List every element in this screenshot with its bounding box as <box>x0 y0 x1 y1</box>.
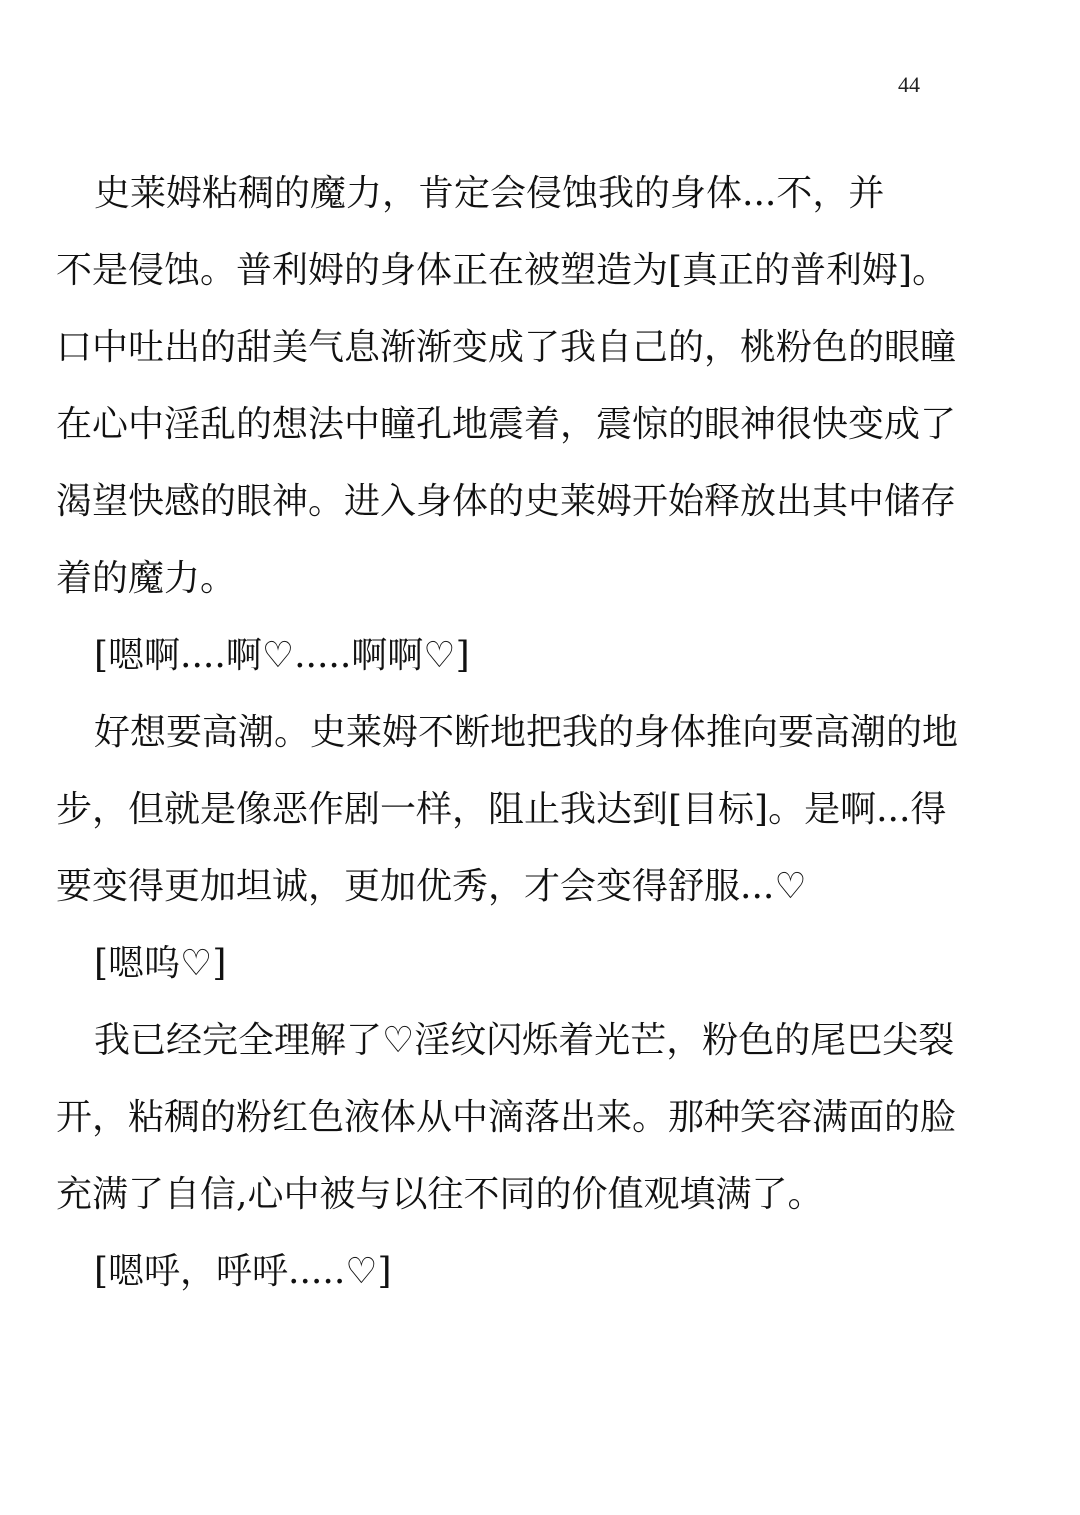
dialogue-line: [嗯呼，呼呼.....♡] <box>94 1251 392 1292</box>
text-line: 不是侵蚀。普利姆的身体正在被塑造为[真正的普利姆]。 <box>56 250 949 291</box>
text-line: 渴望快感的眼神。进入身体的史莱姆开始释放出其中储存 <box>56 481 957 522</box>
text-line: 步，但就是像恶作剧一样，阻止我达到[目标]。是啊...得 <box>56 789 947 830</box>
text-line: 开，粘稠的粉红色液体从中滴落出来。那种笑容满面的脸 <box>56 1097 957 1138</box>
text-line: 好想要高潮。史莱姆不断地把我的身体推向要高潮的地 <box>94 712 959 753</box>
text-body <box>56 155 1028 1310</box>
dialogue-line: [嗯啊....啊♡.....啊啊♡] <box>94 635 470 676</box>
dialogue-line: [嗯呜♡] <box>94 943 227 984</box>
text-line: 在心中淫乱的想法中瞳孔地震着，震惊的眼神很快变成了 <box>56 404 957 445</box>
text-line: 口中吐出的甜美气息渐渐变成了我自己的，桃粉色的眼瞳 <box>56 327 957 368</box>
text-line: 史莱姆粘稠的魔力，肯定会侵蚀我的身体...不，并 <box>94 173 885 214</box>
text-line: 要变得更加坦诚，更加优秀，才会变得舒服...♡ <box>56 866 807 907</box>
text-line: 着的魔力。 <box>56 558 237 599</box>
page-number: 44 <box>898 72 920 97</box>
text-line: 我已经完全理解了♡淫纹闪烁着光芒，粉色的尾巴尖裂 <box>94 1020 955 1061</box>
text-line: 充满了自信,心中被与以往不同的价值观填满了。 <box>56 1174 824 1215</box>
